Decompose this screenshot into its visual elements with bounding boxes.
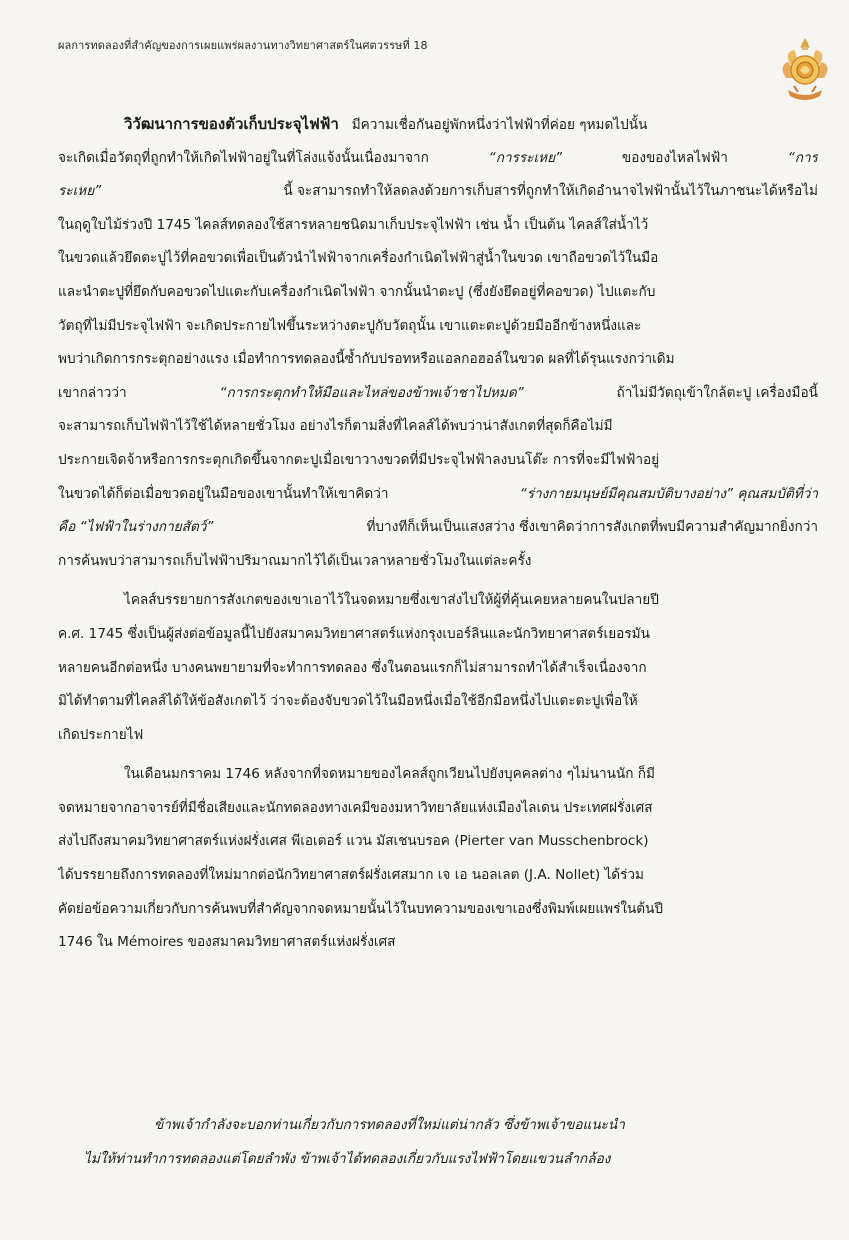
p3-line-1: ในเดือนมกราคม 1746 หลังจากที่จดหมายของไคลส์ถูกเวียนไปยังบุคคลต่าง ๆไม่นานนัก ก็มี <box>124 766 655 783</box>
p1-text: ถ้าไม่มีวัตถุเข้าใกล้ตะปู เครื่องมือนี้ <box>616 384 818 401</box>
p1-line-11: ประกายเจิดจ้าหรือการกระตุกเกิดขึ้นจากตะปูเมื่อเขาวางขวดที่มีประจุไฟฟ้าลงบนโต๊ะ การที่จะมีไฟฟ้าอยู่ <box>58 451 660 468</box>
section-heading: วิวัฒนาการของตัวเก็บประจุไฟฟ้า <box>124 115 339 133</box>
p1-text: เขากล่าวว่า <box>58 384 127 401</box>
p1-line-12 <box>58 478 818 512</box>
p3-line-4: ได้บรรยายถึงการทดลองที่ใหม่มากต่อนักวิทยาศาสตร์ฝรั่งเศสมาก เจ เอ นอลเลต (J.A. Nollet) ได้ร่วม <box>58 867 645 884</box>
p1-line-13 <box>58 511 818 545</box>
p1-line-14: การค้นพบว่าสามารถเก็บไฟฟ้าปริมาณมากไว้ได้เป็นเวลาหลายชั่วโมงในแต่ละครั้ง <box>58 552 532 569</box>
p1-text: นี้ จะสามารถทำให้ลดลงด้วยการเก็บสารที่ถูกทำให้เกิดอำนาจไฟฟ้านั้นไว้ในภาชนะได้หรือไม่ <box>283 183 818 200</box>
p3-line-2: จดหมายจากอาจารย์ที่มีชื่อเสียงและนักทดลองทางเคมีของมหาวิทยาลัยแห่งเมืองไลเดน ประเทศฝรั่งเศส <box>58 799 653 816</box>
p2-line-3: หลายคนอีกต่อหนึ่ง บางคนพยายามที่จะทำการทดลอง ซึ่งในตอนแรกก็ไม่สามารถทำได้สำเร็จเนื่องจาก <box>58 659 647 676</box>
running-header: ผลการทดลองที่สำคัญของการเผยแพร่ผลงานทางวิทยาศาสตร์ในศตวรรษที่ 18 <box>58 39 428 52</box>
p1-text: ที่บางทีก็เห็นเป็นแสงสว่าง ซึ่งเขาคิดว่าการสังเกตที่พบมีความสำคัญมากยิ่งกว่า <box>366 519 818 536</box>
p1-italic-quote: “การกระตุกทำให้มือและไหล่ของข้าพเจ้าชาไปหมด” <box>219 384 524 401</box>
p2-line-2: ค.ศ. 1745 ซึ่งเป็นผู้ส่งต่อข้อมูลนี้ไปยังสมาคมวิทยาศาสตร์แห่งกรุงเบอร์ลินและนักวิทยาศาสตร์เยอรมัน <box>58 625 650 642</box>
p1-italic-quote: คือ “ไฟฟ้าในร่างกายสัตว์” <box>58 519 214 536</box>
p1-line-4: ในฤดูใบไม้ร่วงปี 1745 ไคลส์ทดลองใช้สารหลายชนิดมาเก็บประจุไฟฟ้า เช่น น้ำ เป็นต้น ไคลส์ใส่น้ำไว้ <box>58 216 649 233</box>
p1-italic-term: “การระเหย” <box>488 149 563 166</box>
block-quote <box>58 1108 818 1176</box>
p2-line-5: เกิดประกายไฟ <box>58 726 144 743</box>
p3-line-5: คัดย่อข้อความเกี่ยวกับการค้นพบที่สำคัญจากจดหมายนั้นไว้ในบทความของเขาเองซึ่งพิมพ์เผยแพร่ในต้นปี <box>58 900 664 917</box>
body-text <box>58 108 818 960</box>
p1-text: จะเกิดเมื่อวัตถุที่ถูกทำให้เกิดไฟฟ้าอยู่ในที่โล่งแจ้งนั้นเนื่องมาจาก <box>58 149 429 166</box>
p1-line-8: พบว่าเกิดการกระตุกอย่างแรง เมื่อทำการทดลองนี้ซ้ำกับปรอทหรือแอลกอฮอล์ในขวด ผลที่ได้รุนแรงกว่าเดิม <box>58 351 675 368</box>
p2-line-4: มิได้ทำตามที่ไคลส์ได้ให้ข้อสังเกตไว้ ว่าจะต้องจับขวดไว้ในมือหนึ่งเมื่อใช้อีกมือหนึ่งไปแตะตะปูเพื่อให้ <box>58 693 638 710</box>
p1-text: ในขวดได้ก็ต่อเมื่อขวดอยู่ในมือของเขานั้นทำให้เขาคิดว่า <box>58 485 389 502</box>
p1-line-6: และนำตะปูที่ยึดกับคอขวดไปแตะกับเครื่องกำเนิดไฟฟ้า จากนั้นนำตะปู (ซึ่งยังยึดอยู่ที่คอขวด) ไปแตะกับ <box>58 283 656 300</box>
p1-line-7: วัตถุที่ไม่มีประจุไฟฟ้า จะเกิดประกายไฟขึ้นระหว่างตะปูกับวัตถุนั้น เขาแตะตะปูด้วยมืออีกข้างหนึ่งและ <box>58 317 642 334</box>
quote-line-2: ไม่ให้ท่านทำการทดลองแต่โดยลำพัง ข้าพเจ้าได้ทดลองเกี่ยวกับแรงไฟฟ้าโดยแขวนลำกล้อง <box>84 1151 611 1167</box>
p1-line-2 <box>58 142 818 176</box>
quote-line-1: ข้าพเจ้ากำลังจะบอกท่านเกี่ยวกับการทดลองที่ใหม่แต่น่ากลัว ซึ่งข้าพเจ้าขอแนะนำ <box>154 1117 625 1133</box>
p1-line-5: ในขวดแล้วยึดตะปูไว้ที่คอขวดเพื่อเป็นตัวนำไฟฟ้าจากเครื่องกำเนิดไฟฟ้าสู่น้ำในขวด เขาถือขวดไว้ในมือ <box>58 250 659 267</box>
p3-line-3: ส่งไปถึงสมาคมวิทยาศาสตร์แห่งฝรั่งเศส พีเอเตอร์ แวน มัสเชนบรอค (Pierter van Musschenbrock) <box>58 833 649 850</box>
p1-italic-quote: “ร่างกายมนุษย์มีคุณสมบัติบางอย่าง” คุณสมบัติที่ว่า <box>519 485 818 502</box>
p1-line-10: จะสามารถเก็บไฟฟ้าไว้ใช้ได้หลายชั่วโมง อย่างไรก็ตามสิ่งที่ไคลส์ได้พบว่าน่าสังเกตที่สุดก็คือไม่มี <box>58 418 613 435</box>
p3-line-6: 1746 ใน Mémoires ของสมาคมวิทยาศาสตร์แห่งฝรั่งเศส <box>58 934 396 951</box>
p1-line-9 <box>58 377 818 411</box>
p1-line-1 <box>58 108 818 142</box>
school-emblem-icon <box>776 34 834 106</box>
p1-line-3 <box>58 175 818 209</box>
p1-text: ของของไหลไฟฟ้า <box>621 149 728 166</box>
p2-line-1: ไคลส์บรรยายการสังเกตของเขาเอาไว้ในจดหมายซึ่งเขาส่งไปให้ผู้ที่คุ้นเคยหลายคนในปลายปี <box>124 592 659 609</box>
p1-italic-term: “การ <box>787 149 818 166</box>
p1-italic-term: ระเหย” <box>58 183 102 200</box>
p1-text: มีความเชื่อกันอยู่พักหนึ่งว่าไฟฟ้าที่ค่อย ๆหมดไปนั้น <box>351 117 648 133</box>
